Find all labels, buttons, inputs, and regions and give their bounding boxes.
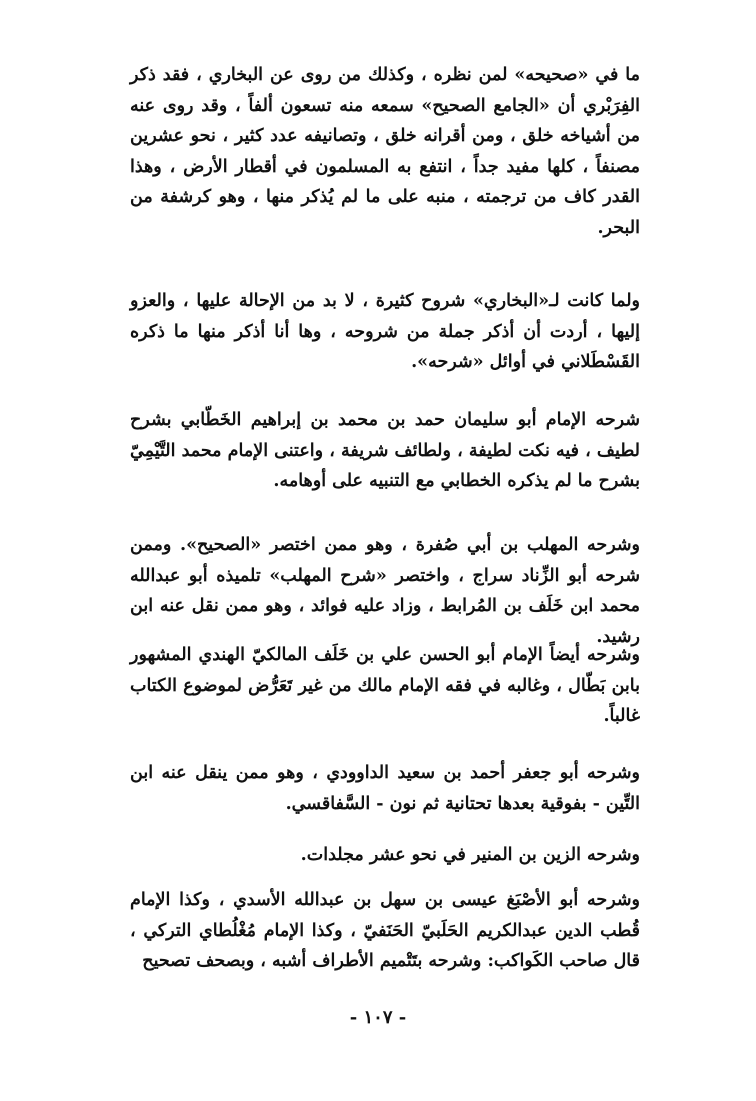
paragraph-2: ولما كانت لـ«البخاري» شروح كثيرة ، لا بد من الإحالة عليها ، والعزو إليها ، أردت أن أذكر جملة من شروحه ، وها أنا أذكر منها ما ذكره القَسْطَلاني في أوائل «شرحه».: [130, 291, 640, 372]
paragraph-5: وشرحه أيضاً الإمام أبو الحسن علي بن خَلَف المالكيّ الهندي المشهور بابن بَطّال ، وغالبه في فقه الإمام مالك من غير تَعَرُّض لموضوع الكتاب غالباً.: [130, 645, 640, 726]
paragraph-1: ما في «صحيحه» لمن نظره ، وكذلك من روى عن البخاري ، فقد ذكر الفِرَبْري أن «الجامع الصحيح» سمعه منه تسعون ألفاً ، وقد روى عنه من أشياخه خلق ، ومن أقرانه خلق ، وتصانيفه عدد كثير ، نحو عشرين مصنفاً ، كلها مفيد جداً ، انتفع به المسلمون في أقطار الأرض ، وهذا القدر كاف من ترجمته ، منبه على ما لم يُذكر منها ، وهو كرشفة من البحر.: [130, 65, 640, 238]
paragraph-7: وشرحه الزين بن المنير في نحو عشر مجلدات.: [300, 845, 640, 865]
paragraph-8: وشرحه أبو الأصْبَغ عيسى بن سهل بن عبدالله الأسدي ، وكذا الإمام قُطب الدين عبدالكريم الحَلَبيّ الحَنَفيّ ، وكذا الإمام مُغْلُطاي التركي ، قال صاحب الكَواكب: وشرحه بتَتْميم الأطراف أشبه ، وبصحف تصحيح: [130, 890, 640, 971]
page-number: - ١٠٧ -: [349, 1007, 407, 1028]
paragraph-4: وشرحه المهلب بن أبي صُفرة ، وهو ممن اختصر «الصحيح». وممن شرحه أبو الزِّناد سراج ، واختصر «شرح المهلب» تلميذه أبو عبدالله محمد ابن خَلَف بن المُرابط ، وزاد عليه فوائد ، وهو ممن نقل عنه ابن رشيد.: [130, 535, 640, 647]
paragraph-6: وشرحه أبو جعفر أحمد بن سعيد الداوودي ، وهو ممن ينقل عنه ابن التِّين - بفوقية بعدها تحتانية ثم نون - السَّفاقسي.: [130, 763, 640, 814]
paragraph-3: شرحه الإمام أبو سليمان حمد بن محمد بن إبراهيم الخَطّابي بشرح لطيف ، فيه نكت لطيفة ، ولطائف شريفة ، واعتنى الإمام محمد التَّيْمِيّ بشرح ما لم يذكره الخطابي مع التنبيه على أوهامه.: [130, 410, 640, 491]
